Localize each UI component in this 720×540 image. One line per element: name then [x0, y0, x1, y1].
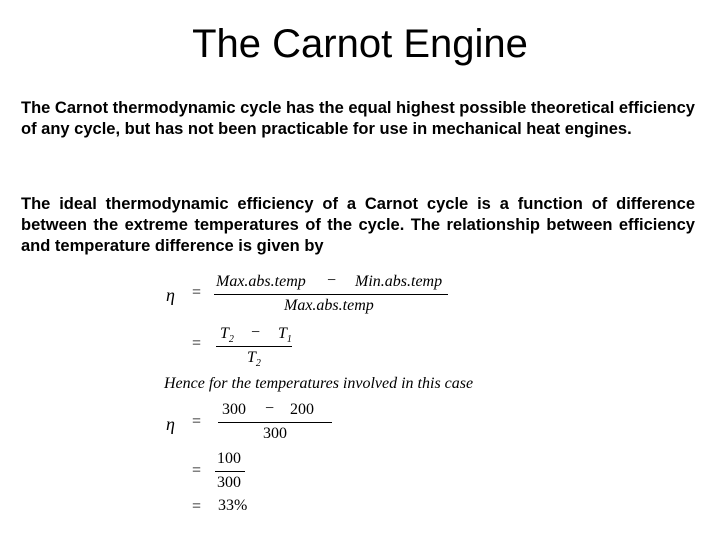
number-300-numerator: 300: [222, 401, 246, 418]
numerator-max-temp: Max.abs.temp: [216, 273, 306, 290]
fraction-line-2: [216, 346, 292, 347]
t1-numerator: [278, 325, 292, 345]
equals-1: =: [192, 284, 202, 301]
number-100-numerator: 100: [217, 450, 241, 467]
subscript-2: 2: [255, 358, 261, 369]
equals-4: =: [192, 462, 202, 479]
minus-1: −: [327, 272, 337, 289]
paragraph-intro: The Carnot thermodynamic cycle has the equal highest possible theoretical efficiency of any cycle, but has not been practicable for use in mechanical heat engines.: [21, 99, 695, 138]
hence-text: Hence for the temperatures involved in this case: [164, 375, 474, 392]
number-200-numerator: 200: [290, 401, 314, 418]
paragraph-relationship: The ideal thermodynamic efficiency of a Carnot cycle is a function of difference between the extreme temperatures of the cycle. The relationship between efficiency and temperature difference is given by: [21, 195, 695, 255]
result-value: 33%: [218, 497, 248, 514]
numerator-min-temp: Min.abs.temp: [355, 273, 443, 290]
equals-3: =: [192, 413, 202, 430]
denominator-max-temp: Max.abs.temp: [284, 297, 374, 314]
t-symbol: T: [278, 325, 287, 342]
t2-denominator: [247, 349, 261, 369]
fraction-line-3: [218, 422, 332, 423]
minus-3: −: [265, 400, 275, 417]
subscript-2: 2: [228, 334, 234, 345]
t2-numerator: [220, 325, 234, 345]
number-300-denominator: 300: [263, 425, 287, 442]
equals-2: =: [192, 335, 202, 352]
t-symbol: T: [247, 349, 256, 366]
fraction-line-4: [215, 471, 245, 472]
eta-symbol-2: η: [166, 414, 175, 434]
eta-symbol-1: η: [166, 285, 175, 305]
fraction-line-1: [214, 294, 448, 295]
number-300-denominator-2: 300: [217, 474, 241, 491]
t-symbol: T: [220, 325, 229, 342]
subscript-1: 1: [286, 334, 292, 345]
page-title: The Carnot Engine: [192, 22, 528, 66]
equals-5: =: [192, 498, 202, 515]
minus-2: −: [251, 324, 261, 341]
